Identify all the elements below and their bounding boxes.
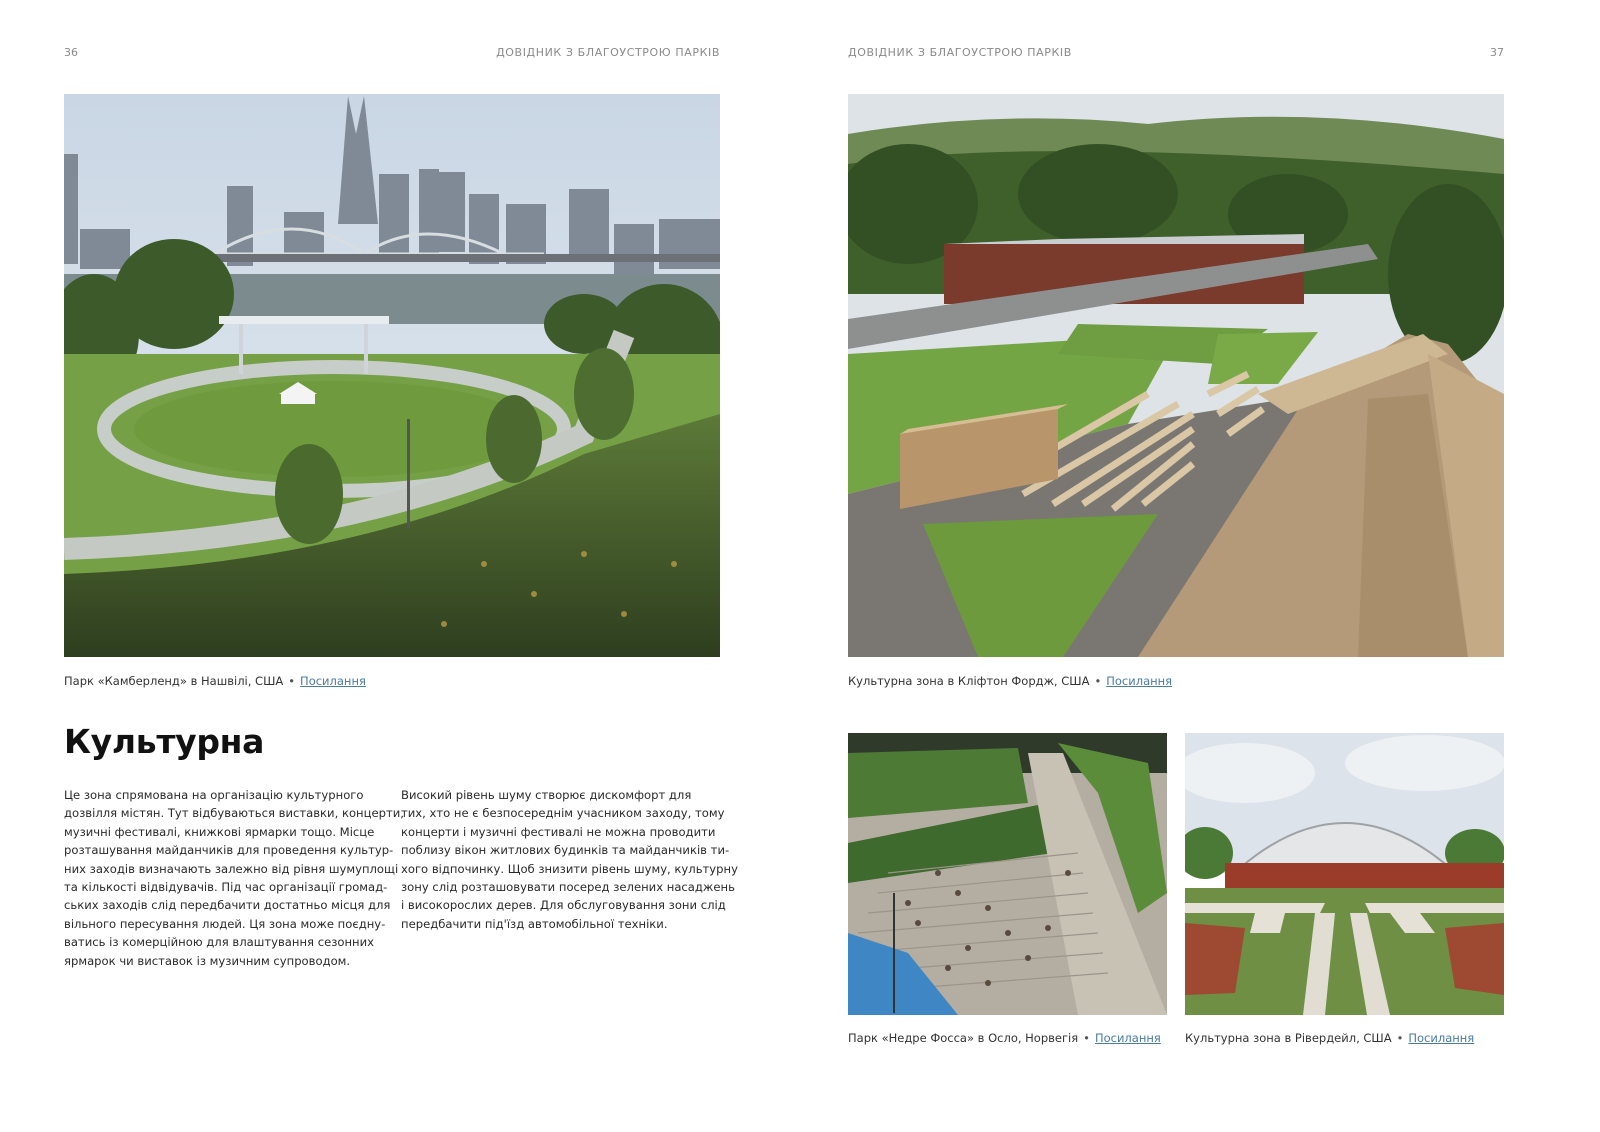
text-line: зону слід розташовувати посеред зелених насаджень [401, 880, 735, 895]
text-line: та кількості відвідувачів. Під час організації громад- [64, 880, 388, 895]
caption-nedre-foss [848, 1031, 1161, 1045]
text-line: них заходів визначають залежно від рівня шумуплощі [64, 861, 399, 876]
text-line: Це зона спрямована на організацію культурного [64, 788, 364, 802]
caption-clifton-text: Культурна зона в Кліфтон Фордж, США [848, 674, 1090, 688]
body-column-2 [401, 786, 738, 933]
running-title-right: ДОВІДНИК З БЛАГОУСТРОЮ ПАРКІВ [848, 46, 1072, 59]
caption-separator: • [1396, 1031, 1404, 1045]
page-number-right: 37 [1490, 46, 1504, 59]
caption-clifton [848, 674, 1172, 688]
text-line: ярмарок чи виставок із музичним супроводом. [64, 953, 351, 968]
link-cumberland[interactable]: Посилання [300, 674, 366, 688]
caption-separator: • [1083, 1031, 1090, 1045]
link-riverdale[interactable]: Посилання [1408, 1031, 1475, 1045]
text-line: розташування майданчиків для проведення культур- [64, 843, 394, 858]
section-heading: Культурна [64, 722, 265, 761]
clifton-forge-photo [848, 94, 1504, 657]
caption-separator: • [288, 674, 296, 688]
text-line: тих, хто не є безпосереднім учасником заходу, тому [401, 806, 725, 821]
caption-nedre-foss-text: Парк «Недре Фосса» в Осло, Норвегія [848, 1031, 1079, 1045]
nedre-foss-photo [848, 733, 1167, 1015]
link-nedre-foss[interactable]: Посилання [1094, 1031, 1161, 1045]
text-line: музичні фестивалі, книжкові ярмарки тощо. Місце [64, 824, 375, 839]
caption-riverdale [1185, 1031, 1474, 1045]
cumberland-park-photo [64, 94, 720, 657]
caption-cumberland-text: Парк «Камберленд» в Нашвілі, США [64, 674, 284, 688]
riverdale-photo [1185, 733, 1504, 1015]
running-title-left: ДОВІДНИК З БЛАГОУСТРОЮ ПАРКІВ [496, 46, 720, 59]
text-line: дозвілля містян. Тут відбуваються виставки, концерти, [64, 806, 404, 821]
text-line: хого відпочинку. Щоб знизити рівень шуму, культурну [401, 861, 738, 876]
text-line: концерти і музичні фестивалі не можна проводити [401, 824, 716, 839]
text-line: передбачити під'їзд автомобільної техніки. [401, 916, 668, 931]
page-number-left: 36 [64, 46, 78, 59]
link-clifton[interactable]: Посилання [1106, 674, 1173, 688]
body-column-1 [64, 786, 404, 970]
text-line: вільного пересування людей. Ця зона може поєдну- [64, 916, 386, 931]
text-line: поблизу вікон житлових будинків та майданчиків ти- [401, 843, 730, 858]
text-line: ватись із комерційною для влаштування сезонних [64, 935, 375, 950]
text-line: ських заходів слід передбачити достатньо місця для [64, 898, 391, 913]
right-page [800, 0, 1600, 1132]
caption-separator: • [1094, 674, 1102, 688]
text-line: Високий рівень шуму створює дискомфорт для [401, 788, 692, 802]
text-line: і високорослих дерев. Для обслуговування зони слід [401, 898, 726, 913]
caption-riverdale-text: Культурна зона в Рівердейл, США [1185, 1031, 1392, 1045]
caption-cumberland [64, 674, 366, 688]
